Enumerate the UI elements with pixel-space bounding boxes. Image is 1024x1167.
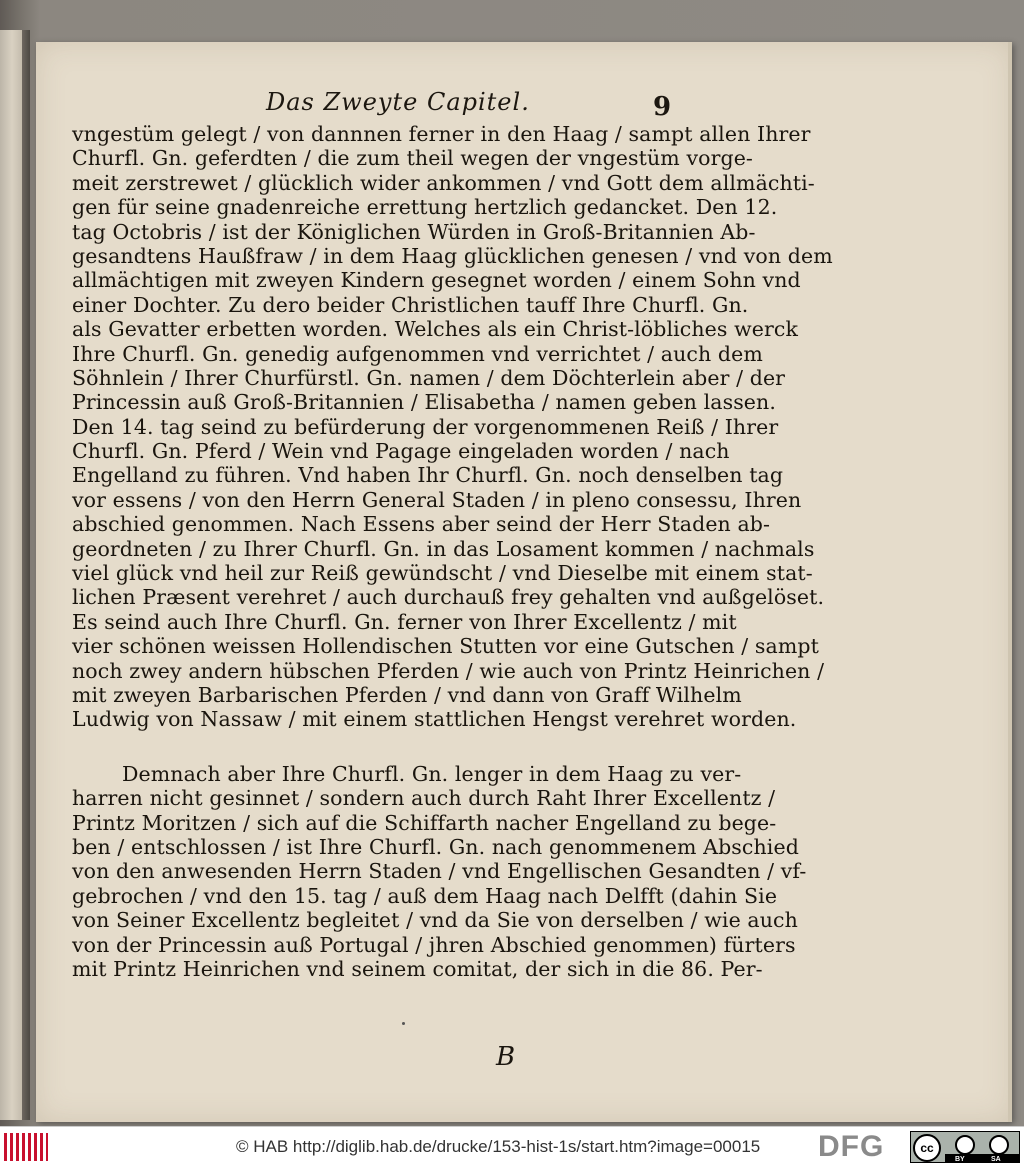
sa-icon	[989, 1135, 1009, 1155]
text-line: Ludwig von Nassaw / mit einem stattlichen Hengst verehret worden.	[72, 707, 797, 732]
paragraph-2	[72, 761, 807, 982]
footer-bar	[0, 1126, 1024, 1167]
text-line: tag Octobris / ist der Königlichen Würden in Groß-Britannien Ab-	[72, 219, 756, 244]
text-line: von Seiner Excellentz begleitet / vnd da Sie von derselben / wie auch	[72, 908, 798, 933]
text-line: geordneten / zu Ihrer Churfl. Gn. in das Losament kommen / nachmals	[72, 536, 815, 561]
dfg-logo: DFG	[818, 1130, 885, 1163]
text-line: harren nicht gesinnet / sondern auch durch Raht Ihrer Excellentz /	[72, 786, 776, 811]
text-line: meit zerstrewet / glücklich wider ankommen / vnd Gott dem allmächti-	[72, 170, 815, 195]
text-line: mit Printz Heinrichen vnd seinem comitat, der sich in die 86. Per-	[72, 956, 763, 981]
text-line: Demnach aber Ihre Churfl. Gn. lenger in dem Haag zu ver-	[122, 761, 742, 786]
book-edge	[0, 30, 30, 1120]
text-line: ben / entschlossen / ist Ihre Churfl. Gn. nach genommenem Abschied	[72, 834, 799, 859]
text-line: noch zwey andern hübschen Pferden / wie auch von Printz Heinrichen /	[72, 658, 825, 683]
by-label: BY	[955, 1156, 965, 1163]
sa-label: SA	[991, 1156, 1001, 1163]
text-line: von der Princessin auß Portugal / jhren Abschied genommen) fürters	[72, 932, 796, 957]
ink-dot	[402, 1022, 405, 1025]
cc-icon: cc	[913, 1134, 941, 1162]
cc-license-badge[interactable]	[910, 1131, 1020, 1163]
text-line: Es seind auch Ihre Churfl. Gn. ferner von Ihrer Excellentz / mit	[72, 609, 737, 634]
text-line: Princessin auß Groß-Britannien / Elisabetha / namen geben lassen.	[72, 390, 776, 415]
running-title: Das Zweyte Capitel.	[266, 88, 530, 116]
paragraph-1	[72, 122, 833, 732]
signature-mark: B	[496, 1042, 516, 1072]
text-line: allmächtigen mit zweyen Kindern gesegnet worden / einem Sohn vnd	[72, 268, 801, 293]
text-line: viel glück vnd heil zur Reiß gewündscht / vnd Dieselbe mit einem stat-	[72, 561, 813, 586]
text-line: Printz Moritzen / sich auf die Schiffarth nacher Engelland zu bege-	[72, 810, 777, 835]
text-line: als Gevatter erbetten worden. Welches als ein Christ-löbliches werck	[72, 317, 799, 342]
text-line: Ihre Churfl. Gn. genedig aufgenommen vnd verrichtet / auch dem	[72, 341, 763, 366]
text-line: lichen Præsent verehret / auch durchauß frey gehalten vnd außgelöset.	[72, 585, 825, 610]
text-block	[72, 122, 833, 981]
license-strip	[945, 1154, 1019, 1162]
text-line: vier schönen weissen Hollendischen Stutten vor eine Gutschen / sampt	[72, 634, 819, 659]
text-line: gesandtens Haußfraw / in dem Haag glücklichen genesen / vnd von dem	[72, 243, 833, 268]
book-page	[36, 42, 1012, 1122]
barcode-icon	[4, 1133, 48, 1161]
text-line: einer Dochter. Zu dero beider Christlichen tauff Ihre Churfl. Gn.	[72, 292, 749, 317]
text-line: Engelland zu führen. Vnd haben Ihr Churfl. Gn. noch denselben tag	[72, 463, 784, 488]
text-line: Den 14. tag seind zu befürderung der vorgenommenen Reiß / Ihrer	[72, 414, 779, 439]
text-line: Churfl. Gn. Pferd / Wein vnd Pagage eingeladen worden / nach	[72, 439, 730, 464]
text-line: gebrochen / vnd den 15. tag / auß dem Haag nach Delfft (dahin Sie	[72, 883, 778, 908]
page-number: 9	[653, 92, 672, 122]
text-line: von den anwesenden Herrn Staden / vnd Engellischen Gesandten / vf-	[72, 859, 807, 884]
by-icon	[955, 1135, 975, 1155]
text-line: Söhnlein / Ihrer Churfürstl. Gn. namen / dem Döchterlein aber / der	[72, 365, 786, 390]
copyright-link[interactable]: © HAB http://diglib.hab.de/drucke/153-hist-1s/start.htm?image=00015	[236, 1137, 761, 1156]
text-line: mit zweyen Barbarischen Pferden / vnd dann von Graff Wilhelm	[72, 682, 742, 707]
text-line: abschied genommen. Nach Essens aber seind der Herr Staden ab-	[72, 512, 771, 537]
text-line: vor essens / von den Herrn General Staden / in pleno consessu, Ihren	[72, 487, 802, 512]
text-line: gen für seine gnadenreiche errettung hertzlich gedancket. Den 12.	[72, 195, 778, 220]
text-line: Churfl. Gn. geferdten / die zum theil wegen der vngestüm vorge-	[72, 146, 753, 171]
text-line: vngestüm gelegt / von dannnen ferner in den Haag / sampt allen Ihrer	[72, 122, 811, 146]
